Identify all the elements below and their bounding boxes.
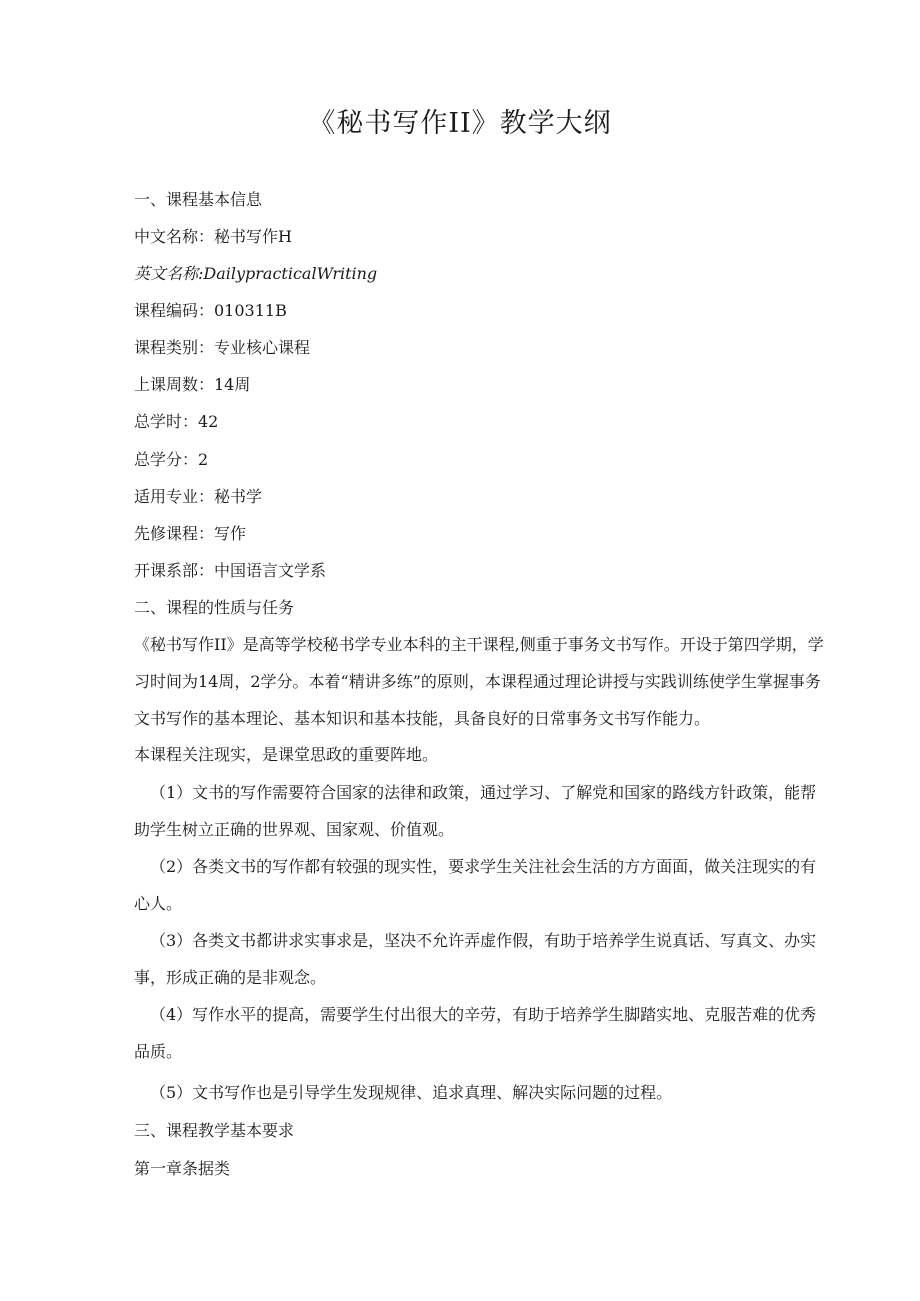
section-heading-nature-tasks: 二、课程的性质与任务: [134, 598, 295, 617]
field-prerequisite: 先修课程：写作: [134, 524, 247, 543]
field-major: 适用专业：秘书学: [134, 487, 263, 506]
chapter-heading-1: 第一章条据类: [134, 1159, 231, 1178]
paragraph-ideology: 本课程关注现实，是课堂思政的重要阵地。: [134, 745, 439, 764]
paragraph-course-overview-text: 《秘书写作II》是高等学校秘书学专业本科的主干课程,侧重于事务文书写作。开设于第四学期，学习时间为14周，2学分。本着“精讲多练”的原则，本课程通过理论讲授与实践训练使学生掌握事务文书写作的基本理论、基本知识和基本技能，具备良好的日常事务文书写作能力。: [134, 635, 824, 728]
field-english-name: 英文名称:DailypracticalWriting: [134, 264, 378, 283]
field-total-hours: 总学时：42: [134, 412, 219, 431]
section-heading-requirements: 三、课程教学基本要求: [134, 1121, 295, 1140]
field-course-category: 课程类别：专业核心课程: [134, 338, 311, 357]
list-item-1: （1）文书的写作需要符合国家的法律和政策，通过学习、了解党和国家的路线方针政策，能帮助学生树立正确的世界观、国家观、价值观。: [134, 783, 817, 839]
list-item-3: （3）各类文书都讲求实事求是，坚决不允许弄虚作假，有助于培养学生说真话、写真文、办实事，形成正确的是非观念。: [134, 931, 817, 987]
field-course-code: 课程编码：010311B: [134, 301, 287, 320]
field-total-credits: 总学分：2: [134, 450, 209, 469]
field-weeks: 上课周数：14周: [134, 375, 251, 394]
document-title: 《秘书写作II》教学大纲: [308, 108, 612, 139]
list-item-2: （2）各类文书的写作都有较强的现实性，要求学生关注社会生活的方方面面，做关注现实的有心人。: [134, 857, 817, 913]
paragraph-course-overview: [134, 626, 824, 737]
list-item-5: （5）文书写作也是引导学生发现规律、追求真理、解决实际问题的过程。: [150, 1083, 673, 1102]
field-department: 开课系部：中国语言文学系: [134, 561, 327, 580]
section-heading-basic-info: 一、课程基本信息: [134, 190, 263, 209]
field-chinese-name: 中文名称：秘书写作H: [134, 227, 292, 246]
list-item-4: （4）写作水平的提高，需要学生付出很大的辛劳，有助于培养学生脚踏实地、克服苦难的优秀品质。: [134, 1005, 817, 1061]
